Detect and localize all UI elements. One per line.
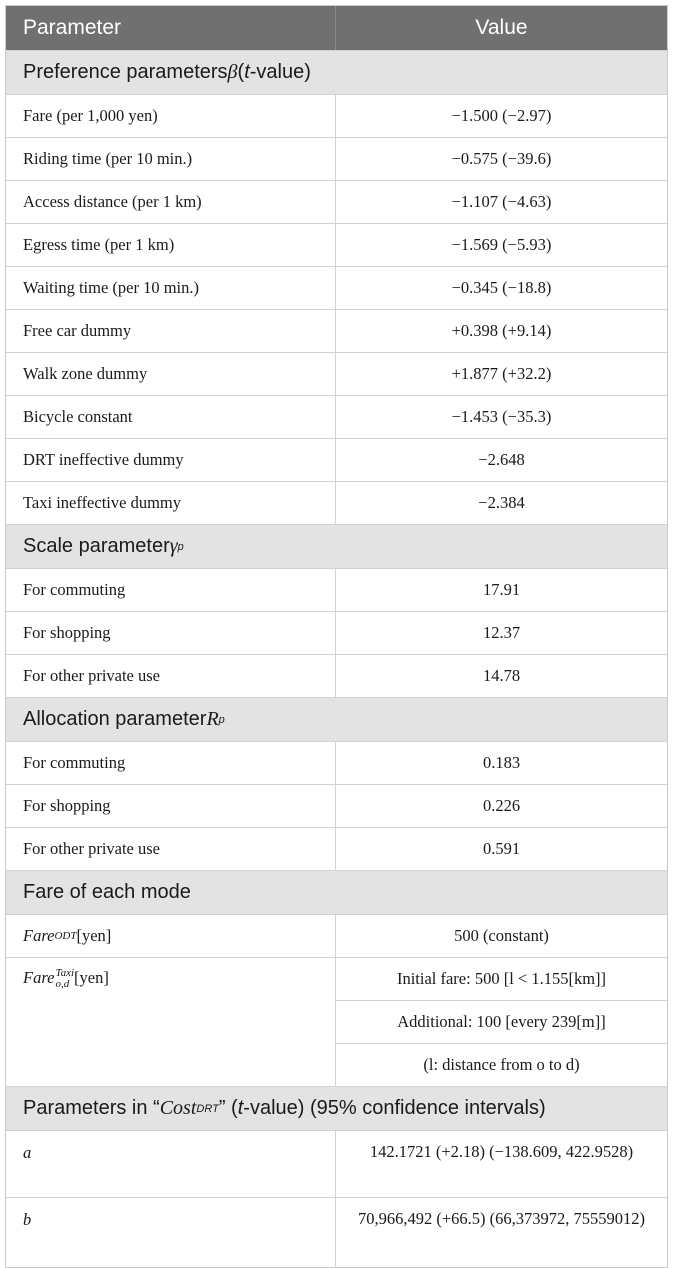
table-header xyxy=(6,6,667,50)
table-row xyxy=(6,568,667,611)
subscript: o,d xyxy=(55,978,70,990)
title-text: ” ( xyxy=(218,1097,238,1119)
row-value: 0.226 xyxy=(482,796,521,815)
row-label: For shopping xyxy=(6,612,336,654)
row-value: −2.384 xyxy=(478,493,525,512)
title-text: Parameters in “ xyxy=(23,1097,160,1119)
superscript: Taxi xyxy=(55,967,75,979)
title-text: Scale parameter xyxy=(23,535,170,557)
header-parameter: Parameter xyxy=(6,6,336,50)
section-title: Fare of each mode xyxy=(23,881,191,903)
title-text: Preference parameters xyxy=(23,61,228,83)
row-value: −1.569 (−5.93) xyxy=(451,235,552,254)
section-scale-parameter xyxy=(6,524,667,568)
superscript: p xyxy=(177,540,184,553)
unit-text: [yen] xyxy=(74,968,109,987)
row-value: −1.107 (−4.63) xyxy=(451,192,552,211)
superscript: ODT xyxy=(54,930,77,942)
beta-symbol: β xyxy=(227,61,238,83)
taxi-fare-values xyxy=(336,958,667,1086)
row-label xyxy=(6,915,336,957)
section-title xyxy=(6,1097,667,1120)
table-row xyxy=(6,784,667,827)
table-row xyxy=(6,395,667,438)
table-row xyxy=(6,137,667,180)
section-allocation-parameter xyxy=(6,697,667,741)
section-title xyxy=(6,61,667,84)
t-symbol: t xyxy=(237,1097,244,1119)
row-value: +1.877 (+32.2) xyxy=(451,364,552,383)
row-label: Walk zone dummy xyxy=(6,353,336,395)
row-label: For other private use xyxy=(6,655,336,697)
title-text: -value) (95% confidence intervals) xyxy=(243,1097,546,1119)
table-row xyxy=(6,1197,667,1267)
table-row xyxy=(6,309,667,352)
fare-symbol: Fare xyxy=(23,926,55,945)
title-text: ( xyxy=(237,61,245,83)
title-text: Allocation parameter xyxy=(23,708,207,730)
t-symbol: t xyxy=(244,61,250,83)
table-row xyxy=(6,266,667,309)
taxi-distance-note: (l: distance from o to d) xyxy=(336,1043,667,1086)
subscript: p xyxy=(218,713,225,726)
row-value: 17.91 xyxy=(482,580,521,599)
row-label: Free car dummy xyxy=(6,310,336,352)
row-value: −0.345 (−18.8) xyxy=(451,278,552,297)
table-row xyxy=(6,611,667,654)
cost-symbol: Cost xyxy=(159,1097,197,1119)
r-symbol: R xyxy=(206,708,219,730)
row-label: Riding time (per 10 min.) xyxy=(6,138,336,180)
row-label: Access distance (per 1 km) xyxy=(6,181,336,223)
header-value: Value xyxy=(475,16,528,39)
row-value: 142.1721 (+2.18) (−138.609, 422.9528) xyxy=(369,1142,634,1161)
parameter-table xyxy=(5,5,668,1268)
table-row xyxy=(6,438,667,481)
table-row xyxy=(6,94,667,137)
row-label: a xyxy=(6,1131,336,1197)
row-value: 12.37 xyxy=(482,623,521,642)
row-label: For commuting xyxy=(6,742,336,784)
row-label: Fare (per 1,000 yen) xyxy=(6,95,336,137)
row-value: −1.500 (−2.97) xyxy=(451,106,552,125)
row-label: Waiting time (per 10 min.) xyxy=(6,267,336,309)
row-value: 14.78 xyxy=(482,666,521,685)
row-label: For shopping xyxy=(6,785,336,827)
row-value: 500 (constant) xyxy=(454,926,549,945)
section-preference-parameters xyxy=(6,50,667,94)
section-cost-parameters xyxy=(6,1086,667,1130)
row-label: For commuting xyxy=(6,569,336,611)
row-label xyxy=(6,958,336,1086)
title-text: -value) xyxy=(249,61,311,83)
row-value: +0.398 (+9.14) xyxy=(451,321,552,340)
table-row xyxy=(6,352,667,395)
row-label: b xyxy=(6,1198,336,1267)
row-value: −2.648 xyxy=(478,450,525,469)
taxi-initial-fare: Initial fare: 500 [l < 1.155[km]] xyxy=(396,969,607,988)
table-row xyxy=(6,481,667,524)
table-row xyxy=(6,914,667,957)
row-label: Bicycle constant xyxy=(6,396,336,438)
gamma-symbol: γ xyxy=(169,535,178,557)
table-row xyxy=(6,654,667,697)
table-row xyxy=(6,741,667,784)
section-title xyxy=(6,535,667,558)
taxi-additional-fare: Additional: 100 [every 239[m]] xyxy=(336,1000,667,1043)
section-fare-of-each-mode xyxy=(6,870,667,914)
row-value: 0.591 xyxy=(482,839,521,858)
row-value: 70,966,492 (+66.5) (66,373972, 75559012) xyxy=(357,1209,646,1228)
row-value: 0.183 xyxy=(482,753,521,772)
row-value: −0.575 (−39.6) xyxy=(451,149,552,168)
unit-text: [yen] xyxy=(76,926,112,945)
row-value: −1.453 (−35.3) xyxy=(451,407,552,426)
row-label: Egress time (per 1 km) xyxy=(6,224,336,266)
superscript: DRT xyxy=(196,1102,219,1115)
row-label: Taxi ineffective dummy xyxy=(6,482,336,524)
fare-symbol: Fare xyxy=(23,968,55,987)
table-row xyxy=(6,957,667,1086)
row-label: DRT ineffective dummy xyxy=(6,439,336,481)
section-title xyxy=(6,708,667,731)
table-row xyxy=(6,1130,667,1197)
table-row xyxy=(6,827,667,870)
row-label: For other private use xyxy=(6,828,336,870)
table-row xyxy=(6,180,667,223)
table-row xyxy=(6,223,667,266)
